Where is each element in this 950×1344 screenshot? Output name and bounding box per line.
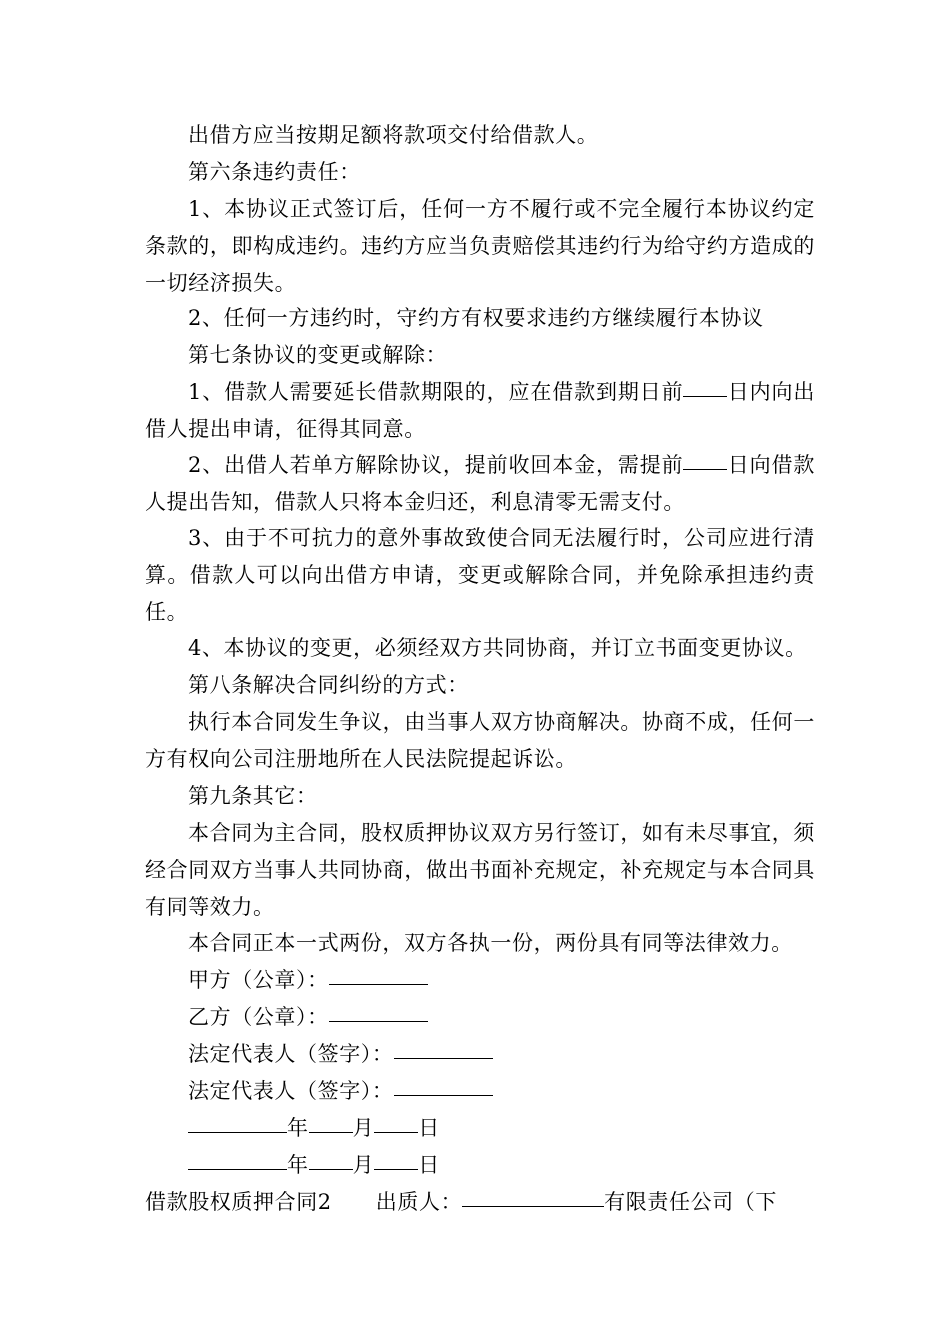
signature-blank xyxy=(394,1094,493,1096)
text: 1、借款人需要延长借款期限的，应在借款到期日前 xyxy=(188,380,684,404)
paragraph-lender-duty xyxy=(145,117,815,154)
date-line-2 xyxy=(145,1147,815,1184)
day-label: 日 xyxy=(418,1153,440,1177)
text: 第八条解决合同纠纷的方式： xyxy=(188,673,469,697)
month-blank xyxy=(309,1131,353,1133)
year-label: 年 xyxy=(287,1153,309,1177)
pledgor-blank xyxy=(462,1205,604,1207)
paragraph-article-7-item-3 xyxy=(145,520,815,631)
signature-representative-2 xyxy=(145,1073,815,1110)
paragraph-article-7-item-2 xyxy=(145,447,815,521)
next-contract-heading xyxy=(145,1184,815,1221)
signature-blank xyxy=(329,1020,428,1022)
signature-blank xyxy=(329,983,428,985)
paragraph-article-7-item-1 xyxy=(145,374,815,448)
paragraph-article-9 xyxy=(145,815,815,926)
heading-article-6 xyxy=(145,154,815,191)
heading-article-8 xyxy=(145,667,815,704)
text: 本合同正本一式两份，双方各执一份，两份具有同等法律效力。 xyxy=(188,931,793,955)
paragraph-article-7-item-4 xyxy=(145,630,815,667)
heading-article-7 xyxy=(145,337,815,374)
text: 本合同为主合同，股权质押协议双方另行签订，如有未尽事宜，须经合同双方当事人共同协商，做出书面补充规定，补充规定与本合同具有同等效力。 xyxy=(145,821,815,919)
text: 执行本合同发生争议，由当事人双方协商解决。协商不成，任何一方有权向公司注册地所在人民法院提起诉讼。 xyxy=(145,710,815,771)
paragraph-article-8 xyxy=(145,704,815,778)
year-blank xyxy=(188,1131,287,1133)
day-blank xyxy=(374,1168,418,1170)
text: 1、本协议正式签订后，任何一方不履行或不完全履行本协议约定条款的，即构成违约。违约方应当负责赔偿其违约行为给守约方造成的一切经济损失。 xyxy=(145,197,815,295)
text: 第九条其它： xyxy=(188,784,318,808)
company-suffix: 有限责任公司（下 xyxy=(604,1190,777,1214)
date-line-1 xyxy=(145,1110,815,1147)
day-label: 日 xyxy=(418,1116,440,1140)
label: 法定代表人（签字）： xyxy=(188,1042,394,1066)
text: 2、出借人若单方解除协议，提前收回本金，需提前 xyxy=(188,453,684,477)
text: 2、任何一方违约时，守约方有权要求违约方继续履行本协议 xyxy=(188,306,764,330)
label: 法定代表人（签字）： xyxy=(188,1079,394,1103)
heading-article-9 xyxy=(145,778,815,815)
month-label: 月 xyxy=(352,1116,375,1140)
paragraph-article-6-item-1 xyxy=(145,191,815,302)
month-label: 月 xyxy=(352,1153,375,1177)
label: 甲方（公章）： xyxy=(188,968,329,992)
text: 4、本协议的变更，必须经双方共同协商，并订立书面变更协议。 xyxy=(188,636,807,660)
day-blank xyxy=(374,1131,418,1133)
fill-blank xyxy=(683,395,727,397)
label: 乙方（公章）： xyxy=(188,1005,329,1029)
text: 日内向出借人提出申请，征得其同意。 xyxy=(145,380,815,441)
signature-blank xyxy=(394,1057,493,1059)
paragraph-copies xyxy=(145,925,815,962)
fill-blank xyxy=(683,468,727,470)
text: 日向借款人提出告知，借款人只将本金归还，利息清零无需支付。 xyxy=(145,453,815,514)
text: 3、由于不可抗力的意外事故致使合同无法履行时，公司应进行清算。借款人可以向出借方申请，变更或解除合同，并免除承担违约责任。 xyxy=(145,526,815,624)
signature-party-a xyxy=(145,962,815,999)
next-contract-title: 借款股权质押合同2 xyxy=(145,1190,332,1214)
year-label: 年 xyxy=(287,1116,309,1140)
text: 第六条违约责任： xyxy=(188,160,361,184)
year-blank xyxy=(188,1168,287,1170)
signature-representative-1 xyxy=(145,1036,815,1073)
text: 出借方应当按期足额将款项交付给借款人。 xyxy=(188,123,599,147)
pledgor-label: 出质人： xyxy=(375,1190,463,1214)
signature-party-b xyxy=(145,999,815,1036)
month-blank xyxy=(309,1168,353,1170)
paragraph-article-6-item-2 xyxy=(145,300,815,337)
text: 第七条协议的变更或解除： xyxy=(188,343,448,367)
